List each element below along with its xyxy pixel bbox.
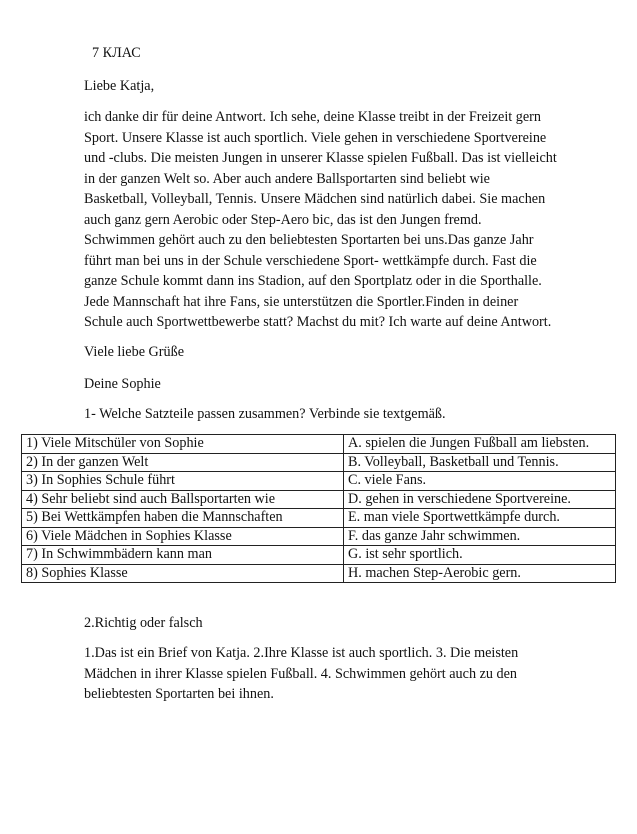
table-row — [22, 564, 616, 583]
sentence-start-cell: 5) Bei Wettkämpfen haben die Mannschaften — [22, 509, 344, 528]
letter-line: ganze Schule kommt dann ins Stadion, auf den Sportplatz oder in die Sporthalle. — [84, 273, 542, 289]
letter-line: Basketball, Volleyball, Tennis. Unsere Mädchen sind natürlich dabei. Sie machen — [84, 191, 546, 207]
sentence-start-cell: 2) In der ganzen Welt — [22, 453, 344, 472]
table-row — [22, 546, 616, 565]
sentence-start-cell: 6) Viele Mädchen in Sophies Klasse — [22, 527, 344, 546]
letter-line: ich danke dir für deine Antwort. Ich sehe, deine Klasse treibt in der Freizeit gern — [84, 109, 541, 125]
sentence-end-cell: C. viele Fans. — [344, 472, 616, 491]
task1-instruction: 1- Welche Satzteile passen zusammen? Verbinde sie textgemäß. — [84, 406, 446, 422]
sentence-end-cell: H. machen Step-Aerobic gern. — [344, 564, 616, 583]
sentence-end-cell: A. spielen die Jungen Fußball am liebsten. — [344, 435, 616, 454]
task2-statements — [84, 643, 604, 705]
letter-line: Schwimmen gehört auch zu den beliebtesten Sportarten bei uns.Das ganze Jahr — [84, 232, 534, 248]
task2-line: Mädchen in ihrer Klasse spielen Fußball. 4. Schwimmen gehört auch zu den — [84, 665, 518, 682]
letter-line: Schule auch Sportwettbewerbe statt? Machst du mit? Ich warte auf deine Antwort. — [84, 314, 552, 330]
table-row — [22, 472, 616, 491]
sentence-start-cell: 7) In Schwimmbädern kann man — [22, 546, 344, 565]
letter-greeting: Liebe Katja, — [84, 78, 155, 94]
task2-line: 1.Das ist ein Brief von Katja. 2.Ihre Klasse ist auch sportlich. 3. Die meisten — [84, 645, 519, 661]
letter-line: und -clubs. Die meisten Jungen in unserer Klasse spielen Fußball. Das ist vielleicht — [84, 150, 557, 166]
task2-title: 2.Richtig oder falsch — [84, 615, 203, 631]
sentence-end-cell: E. man viele Sportwettkämpfe durch. — [344, 509, 616, 528]
letter-line: führt man bei uns in der Schule verschiedene Sport- wettkämpfe durch. Fast die — [84, 252, 537, 269]
grade-heading: 7 КЛАС — [92, 45, 141, 61]
letter-body — [84, 107, 614, 333]
sentence-start-cell: 3) In Sophies Schule führt — [22, 472, 344, 491]
table-row — [22, 509, 616, 528]
matching-table — [21, 434, 616, 583]
table-row — [22, 453, 616, 472]
letter-closing: Viele liebe Grüße — [84, 344, 184, 360]
sentence-end-cell: D. gehen in verschiedene Sportvereine. — [344, 490, 616, 509]
sentence-start-cell: 4) Sehr beliebt sind auch Ballsportarten wie — [22, 490, 344, 509]
sentence-start-cell: 1) Viele Mitschüler von Sophie — [22, 435, 344, 454]
table-row — [22, 435, 616, 454]
letter-line: in der ganzen Welt so. Aber auch andere Ballsportarten sind beliebt wie — [84, 170, 490, 187]
sentence-end-cell: F. das ganze Jahr schwimmen. — [344, 527, 616, 546]
sentence-start-cell: 8) Sophies Klasse — [22, 564, 344, 583]
task2-line: beliebtesten Sportarten bei ihnen. — [84, 686, 274, 702]
letter-line: Jede Mannschaft hat ihre Fans, sie unterstützen die Sportler.Finden in deiner — [84, 293, 519, 310]
sentence-end-cell: B. Volleyball, Basketball und Tennis. — [344, 453, 616, 472]
sentence-end-cell: G. ist sehr sportlich. — [344, 546, 616, 565]
table-row — [22, 490, 616, 509]
letter-signature: Deine Sophie — [84, 376, 161, 392]
letter-line: Sport. Unsere Klasse ist auch sportlich. Viele gehen in verschiedene Sportvereine — [84, 129, 547, 146]
table-row — [22, 527, 616, 546]
letter-line: auch ganz gern Aerobic oder Step-Aero bic, das ist den Jungen fremd. — [84, 211, 482, 228]
